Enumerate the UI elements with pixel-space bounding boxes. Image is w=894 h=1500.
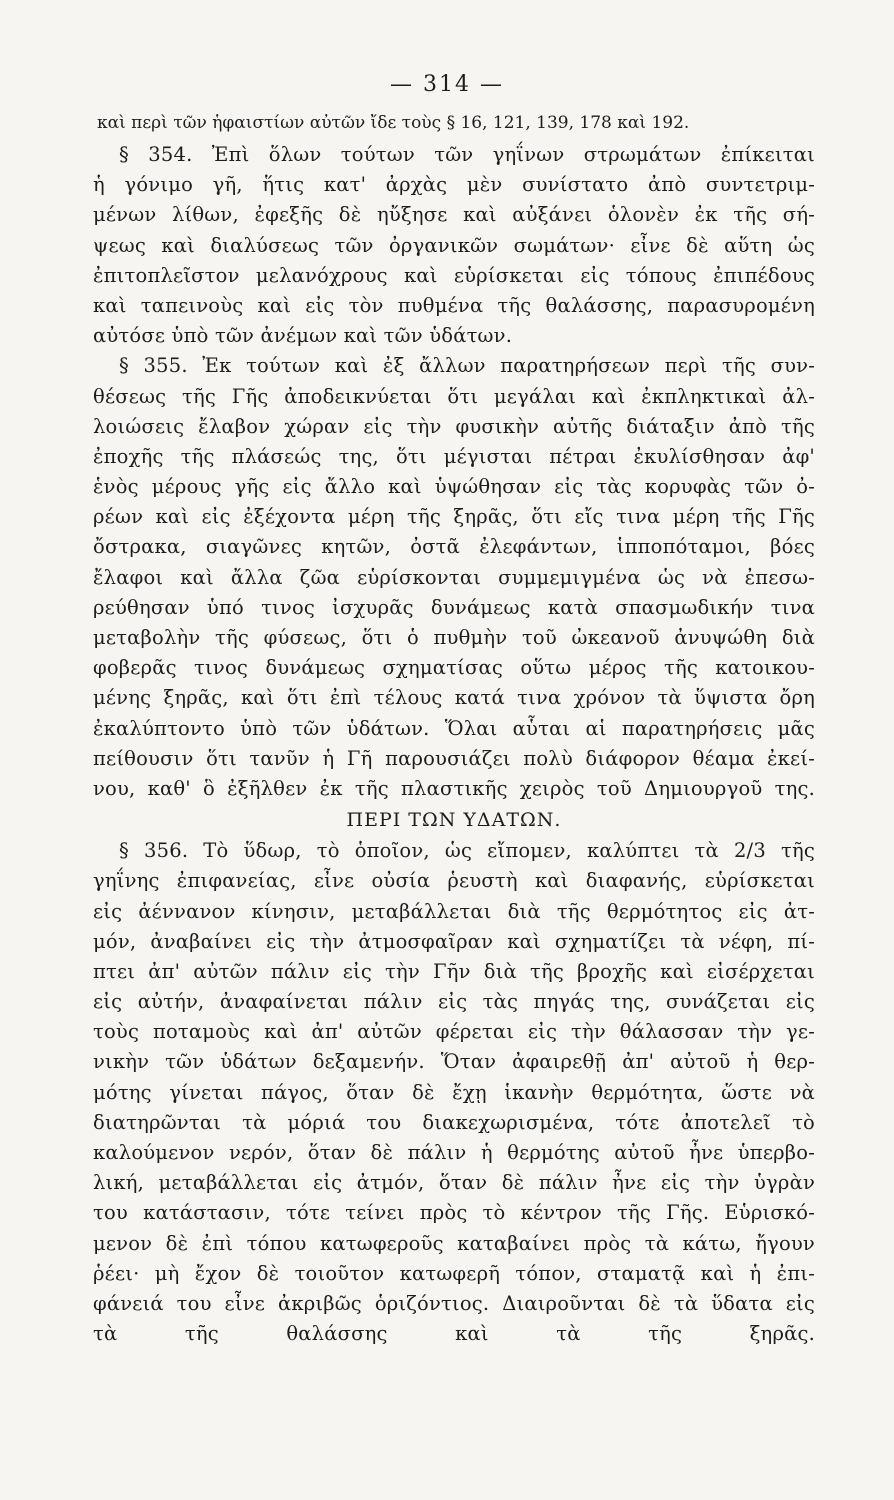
text-line: πτει ἀπ' αὐτῶν πάλιν εἰς τὴν Γῆν διὰ τῆς βροχῆς καὶ εἰσέρχεται: [93, 959, 815, 983]
text-line: § 356. Τὸ ὕδωρ, τὸ ὁποῖον, ὡς εἴπομεν, καλύπτει τὰ 2/3 τῆς: [119, 839, 815, 863]
text-line: ἑνὸς μέρους γῆς εἰς ἄλλο καὶ ὑψώθησαν εἰς τὰς κορυφὰς τῶν ὀ-: [93, 475, 815, 499]
text-line: εἰς αὐτήν, ἀναφαίνεται πάλιν εἰς τὰς πηγάς της, συνάζεται εἰς: [93, 990, 815, 1014]
text-line: § 355. Ἐκ τούτων καὶ ἐξ ἄλλων παρατηρήσεων περὶ τῆς συν-: [119, 354, 815, 378]
text-line: γηΐνης ἐπιφανείας, εἶνε οὐσία ῥευστὴ καὶ διαφανής, εὑρίσκεται: [93, 869, 815, 893]
body-text: [93, 140, 815, 1380]
text-line: καλούμενον νερόν, ὅταν δὲ πάλιν ἡ θερμότης αὐτοῦ ἦνε ὑπερβο-: [93, 1141, 815, 1164]
text-line: λοιώσεις ἔλαβον χώραν εἰς τὴν φυσικὴν αὐτῆς διάταξιν ἀπὸ τῆς: [93, 414, 815, 438]
text-line: μότης γίνεται πάγος, ὅταν δὲ ἔχῃ ἱκανὴν θερμότητα, ὥστε νὰ: [93, 1080, 815, 1104]
text-line: καὶ ταπεινοὺς καὶ εἰς τὸν πυθμένα τῆς θαλάσσης, παρασυρομένη: [93, 293, 815, 317]
text-line: φάνειά του εἶνε ἀκριβῶς ὁριζόντιος. Διαιροῦνται δὲ τὰ ὕδατα εἰς: [93, 1291, 815, 1315]
text-line: ψεως καὶ διαλύσεως τῶν ὀργανικῶν σωμάτων· εἶνε δὲ αὕτη ὡς: [93, 233, 815, 257]
section-heading: ΠΕΡΙ ΤΩΝ ΥΔΑΤΩΝ.: [346, 809, 562, 832]
text-line: θέσεως τῆς Γῆς ἀποδεικνύεται ὅτι μεγάλαι καὶ ἐκπληκτικαὶ ἀλ-: [93, 384, 815, 408]
text-line: [93, 1349, 815, 1379]
page-number: — 314 —: [390, 72, 504, 97]
text-line: φοβερᾶς τινος δυνάμεως σχηματίσας οὕτω μέρος τῆς κατοικου-: [93, 656, 815, 680]
reference-line: καὶ περὶ τῶν ἡφαιστίων αὐτῶν ἴδε τοὺς § 16, 121, 139, 178 καὶ 192.: [97, 113, 690, 133]
text-line: νου, καθ' ὃ ἐξῆλθεν ἐκ τῆς πλαστικῆς χειρὸς τοῦ Δημιουργοῦ της.: [93, 776, 815, 800]
text-line: αὐτόσε ὑπὸ τῶν ἀνέμων καὶ τῶν ὑδάτων.: [93, 324, 513, 348]
text-line: μόν, ἀναβαίνει εἰς τὴν ἀτμοσφαῖραν καὶ σχηματίζει τὰ νέφη, πί-: [93, 929, 815, 953]
text-line: ἡ γόνιμο γῆ, ἥτις κατ' ἀρχὰς μὲν συνίστατο ἀπὸ συντετριμ-: [93, 173, 815, 197]
text-line: μεταβολὴν τῆς φύσεως, ὅτι ὁ πυθμὴν τοῦ ὠκεανοῦ ἀνυψώθη διὰ: [93, 626, 815, 649]
text-line: νικὴν τῶν ὑδάτων δεξαμενήν. Ὅταν ἀφαιρεθῇ ἀπ' αὐτοῦ ἡ θερ-: [93, 1050, 815, 1074]
text-line: διατηρῶνται τὰ μόριά του διακεχωρισμένα, τότε ἀποτελεῖ τὸ: [93, 1110, 815, 1134]
text-line: § 354. Ἐπὶ ὅλων τούτων τῶν γηΐνων στρωμάτων ἐπίκειται: [119, 143, 815, 166]
text-line: μενον δὲ ἐπὶ τόπου κατωφεροῦς καταβαίνει πρὸς τὰ κάτω, ἤγουν: [93, 1231, 815, 1255]
text-line: ἔλαφοι καὶ ἄλλα ζῶα εὑρίσκονται συμμεμιγμένα ὡς νὰ ἐπεσω-: [93, 565, 815, 589]
text-line: ἐκαλύπτοντο ὑπὸ τῶν ὑδάτων. Ὅλαι αὗται αἱ παρατηρήσεις μᾶς: [93, 716, 815, 740]
text-line: μένης ξηρᾶς, καὶ ὅτι ἐπὶ τέλους κατά τινα χρόνον τὰ ὕψιστα ὄρη: [93, 686, 815, 710]
text-line: ρέων καὶ εἰς ἐξέχοντα μέρη τῆς ξηρᾶς, ὅτι εἴς τινα μέρη τῆς Γῆς: [93, 505, 815, 529]
text-line: ὄστρακα, σιαγῶνες κητῶν, ὀστᾶ ἐλεφάντων, ἱπποπόταμοι, βόες: [93, 535, 815, 559]
text-line: μένων λίθων, ἐφεξῆς δὲ ηὔξησε καὶ αὐξάνει ὁλονὲν ἐκ τῆς σή-: [93, 203, 815, 227]
text-line: του κατάστασιν, τότε τείνει πρὸς τὸ κέντρον τῆς Γῆς. Εὑρισκό-: [93, 1201, 815, 1225]
text-line: λική, μεταβάλλεται εἰς ἀτμόν, ὅταν δὲ πάλιν ἦνε εἰς τὴν ὑγρὰν: [93, 1171, 815, 1195]
text-line: πείθουσιν ὅτι τανῦν ἡ Γῆ παρουσιάζει πολὺ διάφορον θέαμα ἐκεί-: [93, 746, 815, 770]
text-line: ἐποχῆς τῆς πλάσεώς της, ὅτι μέγισται πέτραι ἐκυλίσθησαν ἀφ': [93, 444, 815, 468]
text-line: τοὺς ποταμοὺς καὶ ἀπ' αὐτῶν φέρεται εἰς τὴν θάλασσαν τὴν γε-: [93, 1020, 815, 1044]
text-line: ρεύθησαν ὑπό τινος ἰσχυρᾶς δυνάμεως κατὰ σπασμωδικήν τινα: [93, 595, 815, 619]
text-line: ἐπιτοπλεῖστον μελανόχρους καὶ εὑρίσκεται εἰς τόπους ἐπιπέδους: [93, 263, 815, 287]
text-line: ῥέει· μὴ ἔχον δὲ τοιοῦτον κατωφερῆ τόπον, σταματᾷ καὶ ἡ ἐπι-: [93, 1261, 815, 1285]
text-line: τὰ τῆς θαλάσσης καὶ τὰ τῆς ξηρᾶς.: [93, 1322, 815, 1346]
text-line: εἰς ἀέννανον κίνησιν, μεταβάλλεται διὰ τῆς θερμότητος εἰς ἀτ-: [93, 899, 815, 923]
